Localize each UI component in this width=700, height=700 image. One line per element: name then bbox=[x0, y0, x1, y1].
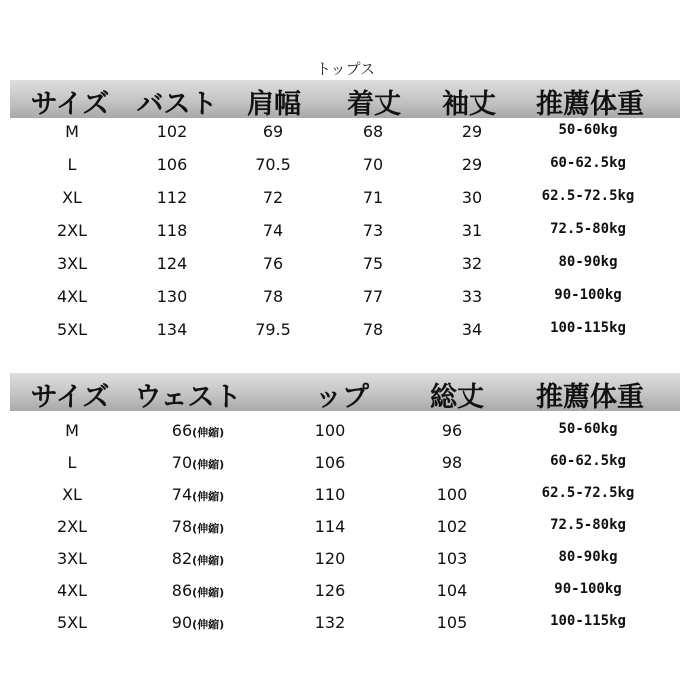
length-cell: 100 bbox=[436, 485, 468, 504]
bottoms-header-weight: 推薦体重 bbox=[536, 382, 644, 413]
weight-cell: 72.5-80kg bbox=[550, 221, 626, 237]
sleeve-cell: 29 bbox=[461, 122, 483, 141]
size-cell: 4XL bbox=[56, 581, 88, 600]
length-cell: 103 bbox=[436, 549, 468, 568]
size-cell: 3XL bbox=[56, 254, 88, 273]
bust-cell: 106 bbox=[156, 155, 188, 174]
size-cell: 4XL bbox=[56, 287, 88, 306]
weight-cell: 72.5-80kg bbox=[550, 517, 626, 533]
size-cell: XL bbox=[62, 188, 82, 207]
size-cell: 5XL bbox=[56, 613, 88, 632]
weight-cell: 100-115kg bbox=[550, 613, 626, 629]
tops-header-length: 着丈 bbox=[347, 89, 401, 120]
weight-cell: 50-60kg bbox=[558, 122, 618, 138]
shoulder-cell: 76 bbox=[262, 254, 284, 273]
waist-cell: 78(伸縮) bbox=[171, 517, 225, 536]
tops-header-weight: 推薦体重 bbox=[536, 89, 644, 120]
hip-cell: 126 bbox=[314, 581, 346, 600]
hip-cell: 106 bbox=[314, 453, 346, 472]
size-cell: 3XL bbox=[56, 549, 88, 568]
table-row bbox=[0, 549, 700, 579]
weight-cell: 90-100kg bbox=[554, 581, 622, 597]
stretch-note: (伸縮) bbox=[192, 522, 225, 535]
bottoms-header-waist: ウェスト bbox=[134, 382, 242, 413]
weight-cell: 50-60kg bbox=[558, 421, 618, 437]
length-cell: 68 bbox=[362, 122, 384, 141]
weight-cell: 62.5-72.5kg bbox=[541, 485, 635, 501]
tops-header-size: サイズ bbox=[30, 89, 110, 120]
bust-cell: 118 bbox=[156, 221, 188, 240]
table-row bbox=[0, 453, 700, 483]
table-row bbox=[0, 485, 700, 515]
length-cell: 104 bbox=[436, 581, 468, 600]
weight-cell: 100-115kg bbox=[550, 320, 626, 336]
table-row bbox=[0, 581, 700, 611]
shoulder-cell: 79.5 bbox=[255, 320, 291, 339]
sleeve-cell: 30 bbox=[461, 188, 483, 207]
size-cell: M bbox=[65, 122, 79, 141]
size-cell: 2XL bbox=[56, 221, 88, 240]
weight-cell: 60-62.5kg bbox=[550, 155, 626, 171]
hip-cell: 120 bbox=[314, 549, 346, 568]
bust-cell: 134 bbox=[156, 320, 188, 339]
hip-cell: 100 bbox=[314, 421, 346, 440]
table-row bbox=[0, 122, 700, 152]
bottoms-header-hip: ップ bbox=[315, 382, 369, 413]
tops-header-bust: バスト bbox=[136, 89, 218, 120]
size-cell: 5XL bbox=[56, 320, 88, 339]
shoulder-cell: 74 bbox=[262, 221, 284, 240]
tops-header-shoulder: 肩幅 bbox=[247, 89, 301, 120]
size-cell: L bbox=[67, 155, 77, 174]
waist-cell: 82(伸縮) bbox=[171, 549, 225, 568]
stretch-note: (伸縮) bbox=[192, 426, 225, 439]
waist-cell: 70(伸縮) bbox=[171, 453, 225, 472]
weight-cell: 90-100kg bbox=[554, 287, 622, 303]
length-cell: 71 bbox=[362, 188, 384, 207]
bust-cell: 130 bbox=[156, 287, 188, 306]
shoulder-cell: 72 bbox=[262, 188, 284, 207]
stretch-note: (伸縮) bbox=[192, 618, 225, 631]
length-cell: 98 bbox=[441, 453, 463, 472]
table-row bbox=[0, 613, 700, 643]
length-cell: 75 bbox=[362, 254, 384, 273]
weight-cell: 62.5-72.5kg bbox=[541, 188, 635, 204]
waist-cell: 74(伸縮) bbox=[171, 485, 225, 504]
table-row bbox=[0, 421, 700, 451]
table-row bbox=[0, 320, 700, 350]
shoulder-cell: 70.5 bbox=[255, 155, 291, 174]
length-cell: 102 bbox=[436, 517, 468, 536]
shoulder-cell: 78 bbox=[262, 287, 284, 306]
size-cell: 2XL bbox=[56, 517, 88, 536]
weight-cell: 80-90kg bbox=[558, 254, 618, 270]
bottoms-header-length: 総丈 bbox=[430, 382, 484, 413]
sleeve-cell: 34 bbox=[461, 320, 483, 339]
tops-title: トップス bbox=[316, 60, 375, 78]
size-cell: XL bbox=[62, 485, 82, 504]
sleeve-cell: 33 bbox=[461, 287, 483, 306]
stretch-note: (伸縮) bbox=[192, 586, 225, 599]
hip-cell: 132 bbox=[314, 613, 346, 632]
shoulder-cell: 69 bbox=[262, 122, 284, 141]
weight-cell: 80-90kg bbox=[558, 549, 618, 565]
stretch-note: (伸縮) bbox=[192, 458, 225, 471]
waist-cell: 86(伸縮) bbox=[171, 581, 225, 600]
weight-cell: 60-62.5kg bbox=[550, 453, 626, 469]
sleeve-cell: 31 bbox=[461, 221, 483, 240]
size-cell: L bbox=[67, 453, 77, 472]
table-row bbox=[0, 254, 700, 284]
length-cell: 105 bbox=[436, 613, 468, 632]
table-row bbox=[0, 287, 700, 317]
bust-cell: 112 bbox=[156, 188, 188, 207]
tops-header-bar bbox=[10, 80, 680, 118]
stretch-note: (伸縮) bbox=[192, 554, 225, 567]
length-cell: 73 bbox=[362, 221, 384, 240]
table-row bbox=[0, 188, 700, 218]
table-row bbox=[0, 155, 700, 185]
waist-cell: 66(伸縮) bbox=[171, 421, 225, 440]
length-cell: 77 bbox=[362, 287, 384, 306]
hip-cell: 110 bbox=[314, 485, 346, 504]
stretch-note: (伸縮) bbox=[192, 490, 225, 503]
length-cell: 78 bbox=[362, 320, 384, 339]
bottoms-header-size: サイズ bbox=[30, 382, 110, 413]
table-row bbox=[0, 221, 700, 251]
length-cell: 96 bbox=[441, 421, 463, 440]
bust-cell: 102 bbox=[156, 122, 188, 141]
size-cell: M bbox=[65, 421, 79, 440]
tops-header-sleeve: 袖丈 bbox=[442, 89, 496, 120]
bottoms-header-bar bbox=[10, 373, 680, 411]
sleeve-cell: 32 bbox=[461, 254, 483, 273]
table-row bbox=[0, 517, 700, 547]
waist-cell: 90(伸縮) bbox=[171, 613, 225, 632]
hip-cell: 114 bbox=[314, 517, 346, 536]
bust-cell: 124 bbox=[156, 254, 188, 273]
sleeve-cell: 29 bbox=[461, 155, 483, 174]
length-cell: 70 bbox=[362, 155, 384, 174]
